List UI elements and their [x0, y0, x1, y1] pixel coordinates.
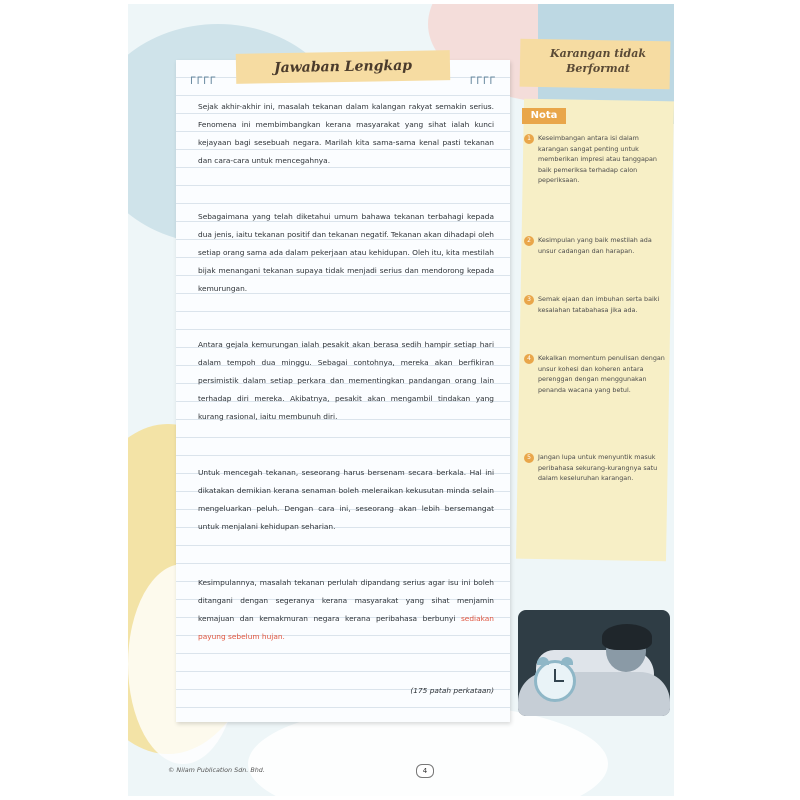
textbook-page: [128, 4, 674, 796]
paragraph-4: Untuk mencegah tekanan, seseorang harus bersenam secara berkala. Hal ini dikatakan demikian kerana senaman boleh meleraikan kekusutan minda selain mengeluarkan peluh. Dengan cara ini, seseorang akan lebih bersemangat untuk menjalani kehidupan seharian.: [198, 468, 494, 531]
paragraph-5: [198, 574, 494, 646]
clock-minute-hand: [554, 680, 564, 682]
nota-text-2: Kesimpulan yang baik mestilah ada unsur cadangan dan harapan.: [538, 236, 652, 255]
alarm-bell-left: [537, 657, 549, 665]
nota-number-3: 3: [524, 295, 534, 305]
alarm-bell-right: [561, 657, 573, 665]
peribahasa-highlight: sediakan payung sebelum hujan.: [198, 614, 494, 641]
paragraph-3: Antara gejala kemurungan ialah pesakit akan berasa sedih hampir setiap hari dalam tempoh dua minggu. Sebagai contohnya, mereka akan berfikiran persimistik dalam setiap perkara dan mementingkan pandangan orang lain terhadap diri mereka. Akibatnya, pesakit akan mengambil tindakan yang kurang rasional, iaitu membunuh diri.: [198, 340, 494, 421]
nota-label: Nota: [522, 108, 566, 124]
nota-number-4: 4: [524, 354, 534, 364]
nota-text-5: Jangan lupa untuk menyuntik masuk peribahasa sekurang-kurangnya satu dalam keseluruhan karangan.: [538, 453, 658, 482]
nota-text-1: Keseimbangan antara isi dalam karangan sangat penting untuk memberikan impresi atau tanggapan baik pemeriksa terhadap calon peperiksaan.: [538, 134, 657, 184]
nota-number-1: 1: [524, 134, 534, 144]
nota-number-5: 5: [524, 453, 534, 463]
alarm-clock-icon: [534, 660, 576, 702]
sidebar-title: Karangan tidak Berformat: [550, 47, 646, 75]
copyright-footer: © Nilam Publication Sdn. Bhd.: [168, 766, 265, 774]
paragraph-5-text: Kesimpulannya, masalah tekanan perlulah dipandang serius agar isu ini boleh ditangani dengan segeranya kerana masyarakat yang sihat menjamin kemajuan dan kemakmuran negara kerana peribahasa berbunyi: [198, 578, 494, 623]
illustration-hair: [602, 624, 652, 650]
answer-card: [176, 57, 510, 722]
binder-ticks-right: ᒥᒥᒥᒥ: [469, 76, 496, 87]
nota-text-3: Semak ejaan dan imbuhan serta baiki kesalahan tatabahasa jika ada.: [538, 295, 660, 314]
page-number: 4: [416, 764, 434, 778]
binder-ticks-left: ᒥᒥᒥᒥ: [190, 76, 217, 87]
nota-number-2: 2: [524, 236, 534, 246]
paragraph-1: Sejak akhir-akhir ini, masalah tekanan dalam kalangan rakyat semakin serius. Fenomena ini membimbangkan kerana masyarakat yang sihat ialah kunci kejayaan bagi sesebuah negara. Marilah kita sama-sama kenal pasti tekanan dan cara-cara untuk mencegahnya.: [198, 102, 494, 165]
sleeping-person-illustration: [518, 610, 670, 716]
word-count: (175 patah perkataan): [410, 686, 494, 695]
answer-title: Jawaban Lengkap: [236, 50, 450, 84]
paragraph-2: Sebagaimana yang telah diketahui umum bahawa tekanan terbahagi kepada dua jenis, iaitu tekanan positif dan tekanan negatif. Tekanan akan dihadapi oleh setiap orang sama ada dalam pekerjaan atau kehidupan. Oleh itu, kita mestilah bijak menangani tekanan supaya tidak menjadi serius dan mendorong kepada kemurungan.: [198, 212, 494, 293]
nota-text-4: Kekalkan momentum penulisan dengan unsur kohesi dan koheren antara perenggan dengan menggunakan penanda wacana yang betul.: [538, 354, 665, 394]
